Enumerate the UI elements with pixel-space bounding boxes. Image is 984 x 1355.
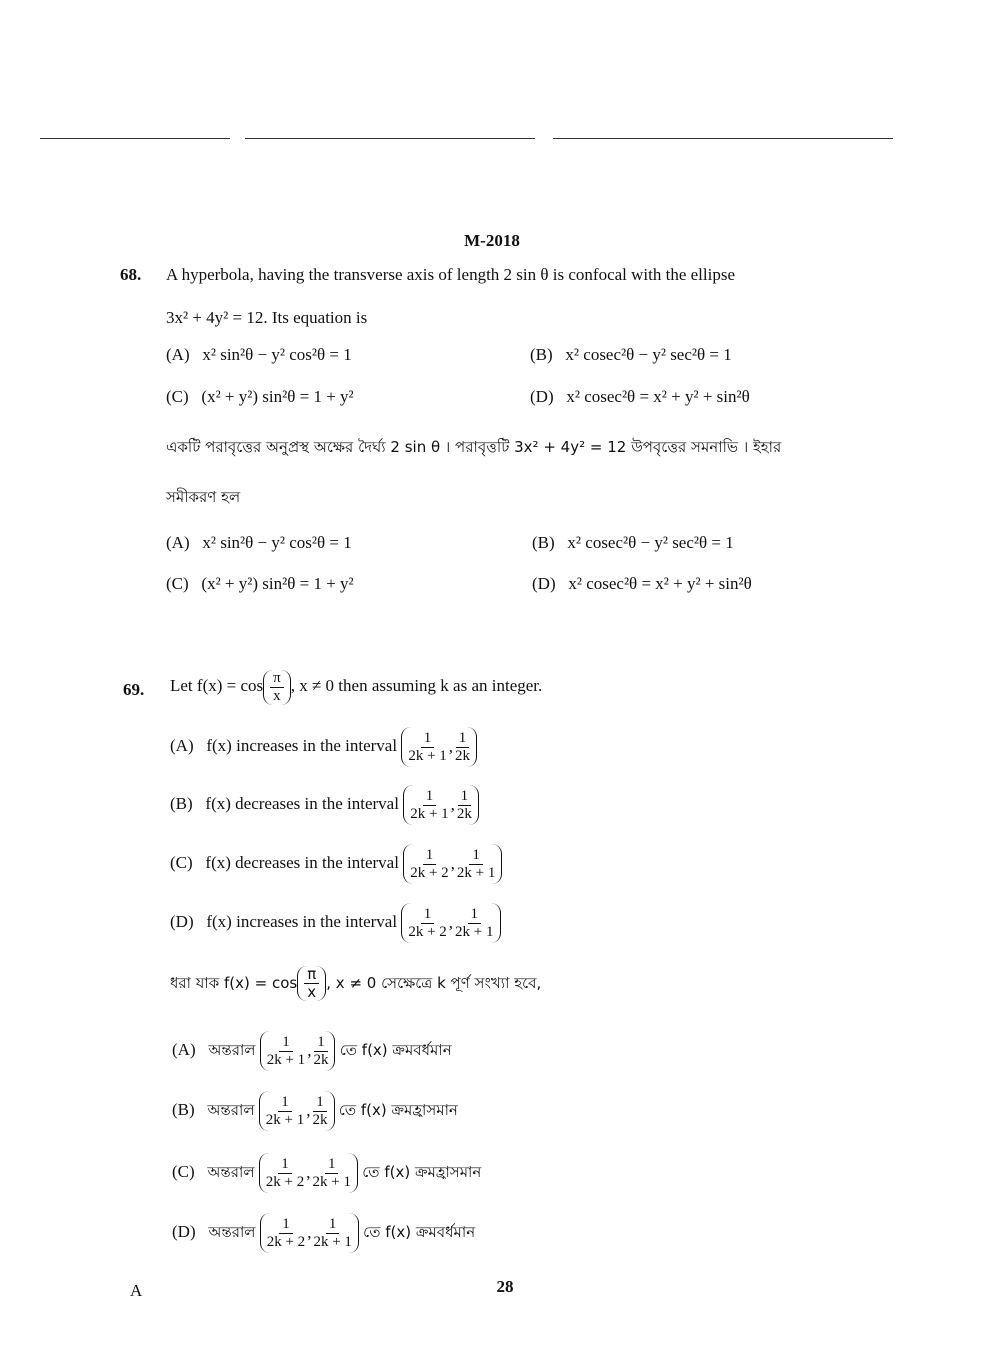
set-label: A <box>130 1281 143 1300</box>
parenthesis <box>297 966 326 1001</box>
option-text: f(x) increases in the interval <box>206 736 398 755</box>
option-text: f(x) decreases in the interval <box>205 794 399 813</box>
parenthesis <box>263 670 291 705</box>
fraction <box>408 906 446 941</box>
numerator: 1 <box>423 788 437 806</box>
fraction <box>313 1216 351 1251</box>
divider <box>245 138 535 139</box>
fraction <box>270 670 284 705</box>
denominator: 2k <box>456 805 472 822</box>
option-label: (A) <box>170 736 194 755</box>
numerator: π <box>304 966 319 984</box>
option-text: অন্তরাল <box>207 1101 255 1119</box>
denominator: x <box>273 687 281 704</box>
fraction <box>266 1156 304 1191</box>
option <box>170 902 501 943</box>
fraction <box>313 1034 328 1069</box>
divider <box>553 138 893 139</box>
denominator: 2k + 1 <box>266 1051 306 1068</box>
fraction <box>457 847 495 882</box>
denominator: 2k + 2 <box>266 1233 306 1250</box>
numerator: 1 <box>458 788 472 806</box>
denominator: 2k + 2 <box>408 923 447 940</box>
option-bengali <box>172 1152 481 1193</box>
interval: $\frac{1}{2k + 1}$ , $\frac{1}{2k}$ <box>401 727 477 767</box>
option-text: x² sin²θ − y² cos²θ = 1 <box>202 533 352 552</box>
option-text: x² cosec²θ − y² sec²θ = 1 <box>567 533 734 552</box>
option-label: (C) <box>172 1162 195 1181</box>
question-number: 69. <box>123 680 145 699</box>
fraction <box>408 730 446 765</box>
option-label: (B) <box>532 533 555 552</box>
numerator: 1 <box>456 730 470 748</box>
fraction <box>266 1094 304 1129</box>
text: , x ≠ 0 সেক্ষেত্রে k পূর্ণ সংখ্যা হবে, <box>326 974 542 992</box>
option-bengali <box>172 1030 452 1071</box>
text: , x ≠ 0 then assuming k as an integer. <box>290 676 543 695</box>
question-text <box>170 668 542 705</box>
option-text: x² cosec²θ = x² + y² + sin²θ <box>566 387 750 406</box>
option-label: (A) <box>166 345 190 364</box>
denominator: x <box>307 983 317 1001</box>
interval: $\frac{1}{2k + 1}$ , $\frac{1}{2k}$ <box>403 785 479 825</box>
option-text: (x² + y²) sin²θ = 1 + y² <box>201 574 354 593</box>
option-label: (D) <box>532 574 556 593</box>
interval: $\frac{1}{2k + 2}$ , $\frac{1}{2k + 1}$ <box>403 844 502 884</box>
numerator: 1 <box>469 847 483 865</box>
fraction <box>410 788 448 823</box>
numerator: 1 <box>468 906 482 924</box>
numerator: 1 <box>421 906 435 924</box>
question-text-bengali <box>170 965 541 1001</box>
text: ধরা যাক f(x) = cos <box>170 974 298 992</box>
option-text: x² cosec²θ = x² + y² + sin²θ <box>568 574 752 593</box>
option-label: (A) <box>172 1040 196 1059</box>
interval: $\frac{1}{2k + 2}$ , $\frac{1}{2k + 1}$ <box>259 1153 358 1193</box>
option-text: অন্তরাল <box>208 1041 256 1059</box>
option <box>166 387 354 407</box>
option-label: (D) <box>170 912 194 931</box>
option-label: (D) <box>530 387 554 406</box>
denominator: 2k + 1 <box>456 864 496 881</box>
option-text: (x² + y²) sin²θ = 1 + y² <box>201 387 354 406</box>
interval: $\frac{1}{2k + 2}$ , $\frac{1}{2k + 1}$ <box>260 1213 359 1253</box>
question-number: 68. <box>120 265 142 284</box>
page-number: 28 <box>496 1277 514 1296</box>
option-text: x² sin²θ − y² cos²θ = 1 <box>202 345 352 364</box>
option-text: অন্তরাল <box>207 1163 255 1181</box>
option <box>166 533 352 553</box>
option-label: (B) <box>530 345 553 364</box>
fraction <box>410 847 448 882</box>
option-label: (A) <box>166 533 190 552</box>
option <box>166 574 354 594</box>
denominator: 2k + 1 <box>265 1111 305 1128</box>
divider <box>40 138 230 139</box>
numerator: 1 <box>278 1094 292 1112</box>
option <box>170 726 477 767</box>
denominator: 2k <box>312 1111 328 1128</box>
denominator: 2k + 1 <box>313 1233 352 1250</box>
numerator: 1 <box>278 1156 292 1174</box>
text: Let f(x) = cos <box>170 676 264 695</box>
option <box>170 784 479 825</box>
option-label: (C) <box>170 853 193 872</box>
interval: $\frac{1}{2k + 1}$ , $\frac{1}{2k}$ <box>260 1031 336 1071</box>
numerator: 1 <box>314 1034 328 1052</box>
fraction <box>457 788 472 823</box>
denominator: 2k <box>313 1051 329 1068</box>
numerator: 1 <box>421 730 435 748</box>
option <box>532 533 734 553</box>
option-text: তে f(x) ক্রমহ্রাসমান <box>338 1101 458 1119</box>
interval: $\frac{1}{2k + 2}$ , $\frac{1}{2k + 1}$ <box>401 903 500 943</box>
option-bengali <box>172 1090 458 1131</box>
option-label: (B) <box>170 794 193 813</box>
option-bengali <box>172 1212 475 1253</box>
question-text-bengali: সমীকরণ হল <box>166 488 241 506</box>
fraction <box>455 730 470 765</box>
numerator: 1 <box>325 1156 339 1174</box>
option-label: (B) <box>172 1100 195 1119</box>
numerator: 1 <box>326 1216 340 1234</box>
option-text: অন্তরাল <box>208 1223 256 1241</box>
fraction <box>313 1156 351 1191</box>
denominator: 2k + 1 <box>410 805 449 822</box>
question-text-bengali: একটি পরাবৃত্তের অনুপ্রস্থ অক্ষের দৈর্ঘ্য 2 sin θ । পরাবৃত্তটি 3x² + 4y² = 12 উপবৃত্তের সমনাভি । ইহার <box>166 438 782 456</box>
option-label: (C) <box>166 387 189 406</box>
option-text: f(x) increases in the interval <box>206 912 398 931</box>
option-text: f(x) decreases in the interval <box>205 853 399 872</box>
question-text: 3x² + 4y² = 12. Its equation is <box>166 308 368 327</box>
option-label: (D) <box>172 1222 196 1241</box>
option-text: x² cosec²θ − y² sec²θ = 1 <box>565 345 732 364</box>
option-text: তে f(x) ক্রমবর্ধমান <box>339 1041 452 1059</box>
option-text: তে f(x) ক্রমহ্রাসমান <box>362 1163 482 1181</box>
fraction <box>313 1094 328 1129</box>
numerator: 1 <box>279 1216 293 1234</box>
denominator: 2k + 1 <box>312 1173 351 1190</box>
option-label: (C) <box>166 574 189 593</box>
option <box>532 574 752 594</box>
paper-code: M-2018 <box>464 231 520 250</box>
denominator: 2k <box>455 747 471 764</box>
question-text: A hyperbola, having the transverse axis of length 2 sin θ is confocal with the ellipse <box>166 265 736 284</box>
option-text: তে f(x) ক্রমবর্ধমান <box>363 1223 476 1241</box>
denominator: 2k + 2 <box>410 864 449 881</box>
fraction <box>267 1216 305 1251</box>
fraction <box>267 1034 305 1069</box>
option <box>530 387 750 407</box>
option <box>170 843 502 884</box>
fraction <box>304 966 319 1001</box>
option <box>166 345 352 365</box>
numerator: π <box>270 670 284 688</box>
numerator: 1 <box>313 1094 327 1112</box>
interval: $\frac{1}{2k + 1}$ , $\frac{1}{2k}$ <box>259 1091 335 1131</box>
denominator: 2k + 2 <box>265 1173 305 1190</box>
fraction <box>455 906 493 941</box>
numerator: 1 <box>423 847 437 865</box>
denominator: 2k + 1 <box>455 923 494 940</box>
option <box>530 345 732 365</box>
numerator: 1 <box>279 1034 293 1052</box>
denominator: 2k + 1 <box>408 747 447 764</box>
